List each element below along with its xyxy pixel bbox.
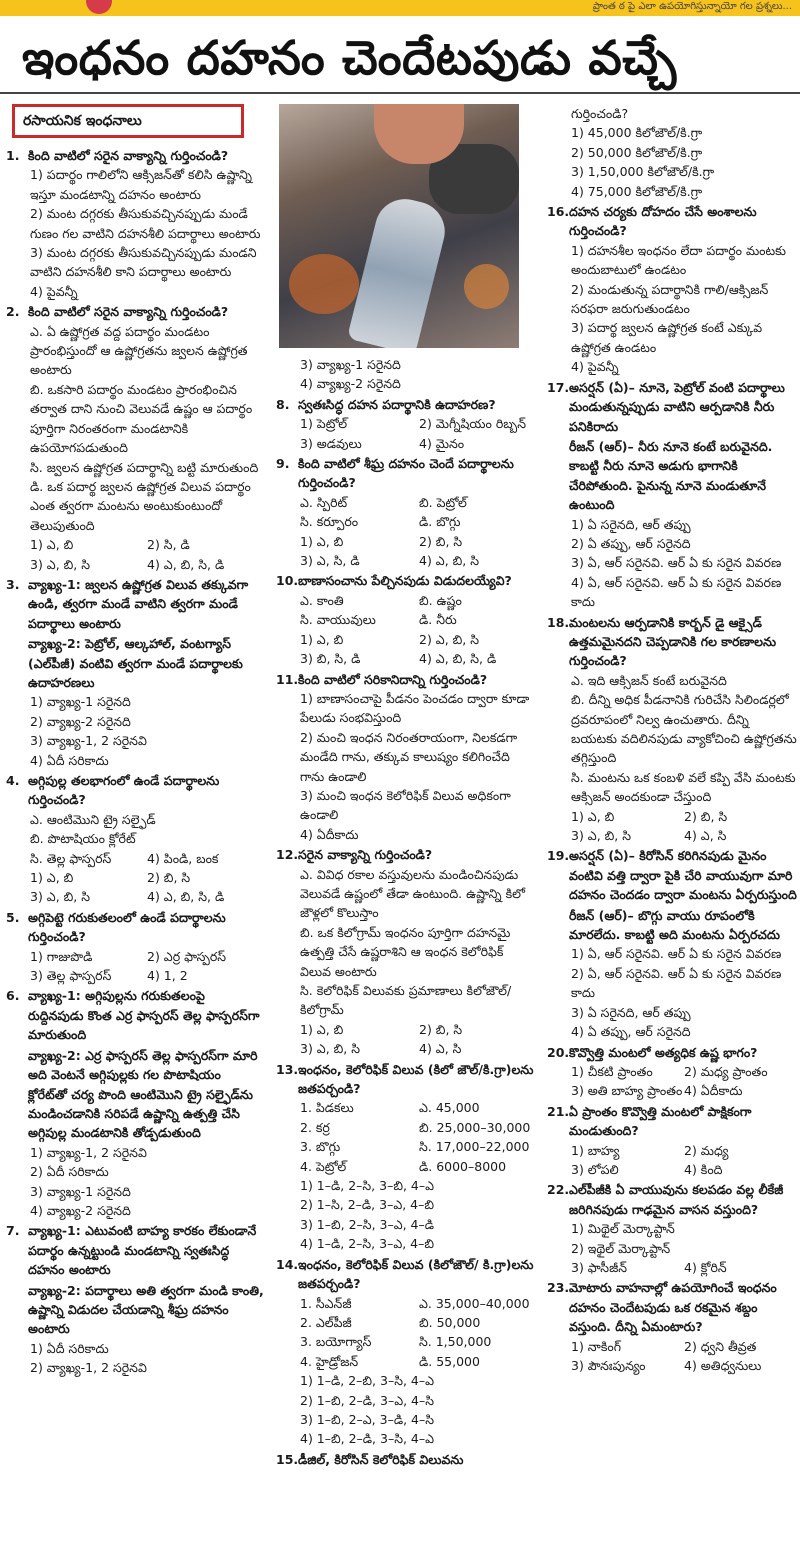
- option-text: 4) పైవన్నీ: [30, 283, 78, 299]
- option-text: 1) ఏ సరైనది, ఆర్ తప్పు: [571, 516, 691, 532]
- option-text: 1. సీఎన్‌జీ: [300, 1295, 352, 1311]
- option-row: [276, 512, 538, 531]
- option-row: [547, 1141, 797, 1160]
- option-text: సి. మంటను ఒక కంబళి వలే కప్పి వేసి మంటకు ఆక్సిజన్ అందకుండా చేస్తుంది: [571, 769, 796, 805]
- question-text: వ్యాఖ్య-1: అగ్గిపుల్లను గరుకుతలంపై రుద్దినపుడు కొంత ఎర్ర ఫాస్పరస్ తెల్ల ఫాస్పరస్‌గా మారుతుంది: [28, 988, 260, 1043]
- option-text: 1) దహనశీల ఇంధనం లేదా పదార్థం మంటకు అందుబాటులో ఉండటం: [571, 242, 787, 278]
- option-text: 2) ఏ, ఆర్ సరైనవి. ఆర్ ఏ కు సరైన వివరణ కాదు: [571, 965, 782, 1001]
- question-item: [547, 1102, 797, 1141]
- option-text: సి. తెల్ల ఫాస్పరస్: [30, 850, 112, 866]
- option-text: 2) వ్యాఖ్య-1, 2 సరైనవి: [30, 1360, 147, 1376]
- top-banner: [0, 0, 800, 16]
- option-text: 1) గాజుపొడి: [30, 948, 93, 964]
- option-text: 4) 75,000 కిలోజౌల్/కి.గ్రా: [571, 183, 703, 199]
- option-text: 3) తెల్ల ఫాస్పరస్: [30, 968, 112, 984]
- option-text: 2) సి, డి: [147, 537, 190, 553]
- option-row: [6, 849, 264, 868]
- option-text: 1) బాహ్య: [571, 1142, 620, 1158]
- question-text: ఎల్‌పీజీకి ఏ వాయువును కలపడం వల్ల లీకేజీ జరిగినపుడు గాఢమైన వాసన వస్తుంది?: [569, 1182, 784, 1217]
- option-text: 1) ఎ, బి: [571, 808, 615, 824]
- option-text: 3) ఎ, బి, సి: [571, 828, 631, 844]
- question-number: 10.: [276, 573, 299, 589]
- option-text: సి. 17,000–22,000: [419, 1139, 530, 1155]
- option-text: 3) ఎ, బి, సి: [30, 556, 90, 572]
- option-text: బి. ఒక కిలోగ్రామ్ ఇంధనం పూర్తిగా దహనమై ఉత్పత్తి చేసే ఉష్ణరాశిని ఆ ఇంధన కెలోరిఫిక్ విలువ అంటారు: [300, 924, 511, 979]
- question-item: [276, 1060, 538, 1099]
- question-item: [6, 634, 264, 692]
- option-text: బి. 25,000–30,000: [419, 1119, 531, 1135]
- option-text: 3) ఫాసీజీన్: [571, 1259, 627, 1275]
- option-text: ఎ. కాంతి: [300, 592, 344, 608]
- option-row: [547, 1356, 797, 1375]
- option-text: బి. దీన్ని అధిక పీడనానికి గురిచేసి సిలిండర్లలో ద్రవరూపంలో నిల్వ ఉంచుతారు. దీన్ని బయటకు వదిలినపుడు వ్యాకోచించి ఉష్ణోగ్రతను తగ్గిస్తుంది: [571, 692, 797, 766]
- option-text: 1) ఏ, ఆర్ సరైనవి. ఆర్ ఏ కు సరైన వివరణ: [571, 946, 782, 962]
- question-item: [6, 1221, 264, 1279]
- flame-shape: [289, 254, 359, 314]
- option-text: బి. 50,000: [419, 1314, 481, 1330]
- option-text: 2) మధ్య ప్రాంతం: [684, 1063, 768, 1079]
- option-text: 3) మంట దగ్గరకు తీసుకువచ్చినప్పుడు మండని వాటిని దహనశీలి కాని పదార్థాలు అంటారు: [30, 245, 257, 280]
- question-text: కింది వాటిలో సరైన వాక్యాన్ని గుర్తించండి?: [28, 148, 229, 163]
- question-number: 14.: [276, 1256, 299, 1272]
- option-row: [276, 1020, 538, 1039]
- option-text: 1) ఎ, బి: [300, 533, 344, 549]
- option-text: 1) వ్యాఖ్య-1, 2 సరైనవి: [30, 1144, 147, 1160]
- option-text: బి. పెట్రోల్: [419, 494, 467, 510]
- question-item: [547, 846, 797, 904]
- question-number: 3.: [6, 576, 20, 592]
- question-item: [547, 378, 797, 436]
- question-item: [6, 771, 264, 810]
- option-text: 2. ఎల్‌పీజీ: [300, 1314, 352, 1330]
- question-item: [276, 670, 538, 689]
- option-text: ఎ. 45,000: [419, 1100, 480, 1116]
- section-title: రసాయనిక ఇంధనాలు: [12, 104, 244, 138]
- option-text: ఎ. వివిధ రకాల వస్తువులను మండించినపుడు వెలువడే ఉష్ణంలో తేడా ఉంటుంది. ఉష్ణాన్ని కిలో జౌళ్లలో కొలుస్తాం: [300, 866, 525, 921]
- option-text: 2) ఏదీ సరికాదు: [30, 1164, 109, 1180]
- option-text: 4) 1, 2: [147, 968, 188, 984]
- option-text: 1. పిడకలు: [300, 1100, 354, 1116]
- newspaper-logo-icon: [86, 0, 112, 14]
- option-text: సి. వాయువులు: [300, 612, 376, 628]
- option-text: 4. పెట్రోల్: [300, 1158, 347, 1174]
- option-text: 2) ఎర్ర ఫాస్పరస్: [147, 948, 227, 964]
- option-text: ఎ. ఆంటిమొని ట్రై సల్ఫైడ్: [30, 811, 156, 827]
- option-text: బి. ఉష్ణం: [419, 592, 462, 608]
- question-text: రీజన్ (ఆర్)– నీరు నూనె కంటే బరువైనది. కాబట్టి నీరు నూనె అడుగు భాగానికి చేరిపోతుంది. పైనున్న నూనె మండుతూనే ఉంటుంది: [569, 438, 773, 513]
- question-text: రీజన్ (ఆర్)– బొగ్గు వాయు రూపంలోకి మారలేదు. కాబట్టి అది మంటను ఏర్పరచదు: [569, 907, 781, 943]
- question-number: 17.: [547, 379, 570, 395]
- option-text: 3) 1–బి, 2–సి, 3–ఎ, 4–డి: [300, 1216, 435, 1232]
- option-text: 3) ఏ, ఆర్ సరైనవి. ఆర్ ఏ కు సరైన వివరణ: [571, 555, 782, 571]
- option-row: [276, 414, 538, 433]
- question-number: 22.: [547, 1182, 570, 1198]
- option-text: 3) ఎ, సి, డి: [300, 553, 360, 569]
- option-text: 2) మంచి ఇంధన నిరంతరాయంగా, నిలకడగా మండేది గాను, తక్కువ కాలుష్యం కలిగించేది గాను ఉండాలి: [300, 729, 518, 784]
- question-item: [6, 575, 264, 633]
- option-text: 4) 1–బి, 2–డి, 3–సి, 4–ఎ: [300, 1431, 435, 1447]
- option-text: 2) బి, సి: [419, 1021, 463, 1037]
- option-text: సి. కెలోరిఫిక్ విలువకు ప్రమాణాలు కిలోజౌల్/కిలోగ్రామ్: [300, 983, 512, 1018]
- option-text: 2) మండుతున్న పదార్థానికి గాలి/ఆక్సిజన్ సరఫరా జరుగుతుండటం: [571, 281, 769, 317]
- option-text: 3) వ్యాఖ్య-1, 2 సరైనవి: [30, 733, 147, 749]
- option-text: 1) 1–డి, 2–సి, 3–బి, 4–ఎ: [300, 1178, 435, 1194]
- option-text: 4) ఏదీకాదు: [300, 826, 359, 842]
- option-text: బి. ఒకసారి పదార్థం మండటం ప్రారంభించిన తర్వాత దాని నుంచి వెలువడే ఉష్ణం ఆ పదార్థం పూర్తిగా నిరంతరంగా మండటానికి ఉపయోగపడుతుంది: [30, 381, 253, 456]
- question-item: [6, 1281, 264, 1339]
- option-row: [547, 826, 797, 845]
- question-text: కొవ్వొత్తి మంటలో అత్యధిక ఉష్ణ భాగం?: [569, 1044, 758, 1060]
- column-left: [6, 104, 264, 1378]
- option-text: 4) ఏ తప్పు, ఆర్ సరైనది: [571, 1024, 691, 1040]
- option-row: [547, 807, 797, 826]
- option-row: [276, 1157, 538, 1176]
- option-text: 4) ఏదీకాదు: [684, 1083, 743, 1099]
- column-middle: [276, 355, 538, 1469]
- option-text: 1) ఎ, బి: [30, 870, 74, 886]
- option-text: 2) ఇథైల్ మెర్కాప్టాన్: [571, 1240, 671, 1256]
- option-text: ఎ. ఇది ఆక్సిజన్ కంటే బరువైనది: [571, 672, 727, 688]
- option-text: 3) అడవులు: [300, 435, 362, 451]
- fuel-photo: [279, 104, 519, 348]
- option-text: 3) వ్యాఖ్య-1 సరైనది: [30, 1183, 131, 1199]
- question-item: [547, 613, 797, 671]
- flame-shape: [464, 264, 509, 309]
- question-number: 21.: [547, 1103, 570, 1119]
- question-text: కింది వాటిలో సరికానిదాన్ని గుర్తించండి?: [298, 671, 488, 687]
- option-row: [547, 1337, 797, 1356]
- column-right: [547, 104, 797, 1375]
- question-number: 1.: [6, 148, 20, 163]
- question-list-middle: [276, 355, 538, 1469]
- option-text: ఎ. 35,000–40,000: [419, 1295, 530, 1311]
- option-text: 3) బి, సి, డి: [300, 651, 361, 667]
- question-item: [276, 395, 538, 414]
- option-text: 4) ఏదీ సరికాదు: [30, 752, 109, 768]
- headline-divider: [0, 92, 800, 94]
- option-text: డి. 55,000: [419, 1353, 480, 1369]
- option-text: 1) చీకటి ప్రాంతం: [571, 1063, 653, 1079]
- option-text: 1) ఏదీ సరికాదు: [30, 1340, 109, 1356]
- question-number: [6, 1046, 28, 1143]
- question-number: [6, 1281, 28, 1339]
- option-text: 1) 1–డి, 2–బి, 3–సి, 4–ఎ: [300, 1373, 435, 1389]
- question-item: [276, 845, 538, 864]
- question-text: కింది వాటిలో శీఘ్ర దహనం చెందే పదార్థాలను గుర్తించండి?: [298, 456, 514, 491]
- question-item: [547, 1180, 797, 1219]
- question-number: 11.: [276, 671, 299, 687]
- option-text: 2. కర్ర: [300, 1119, 330, 1135]
- question-number: 8.: [276, 396, 290, 412]
- option-row: [6, 966, 264, 985]
- option-text: 4) కింది: [684, 1161, 723, 1177]
- question-item: [547, 1278, 797, 1336]
- question-item: [276, 1255, 538, 1294]
- question-text: బాణాసంచాను పేల్చినపుడు విడుదలయ్యేవి?: [298, 573, 512, 589]
- option-row: [276, 591, 538, 610]
- option-text: డి. 6000–8000: [419, 1158, 507, 1174]
- option-text: 3. బొగ్గు: [300, 1139, 341, 1155]
- option-text: 2) బి, సి: [684, 808, 728, 824]
- question-text: మోటారు వాహనాల్లో ఉపయోగించే ఇంధనం దహనం చెందేటపుడు ఒక రకమైన శబ్దం వస్తుంది. దీన్ని ఏమంటారు?: [569, 1280, 777, 1335]
- option-text: 3) ఎ, బి, సి: [30, 889, 90, 905]
- option-text: ఎ. స్పిరిట్: [300, 494, 348, 510]
- question-text: దహన చర్యకు దోహదం చేసే అంశాలను గుర్తించండి?: [569, 204, 757, 239]
- option-text: 2) ఏ తప్పు, ఆర్ సరైనది: [571, 535, 691, 551]
- option-row: [276, 1313, 538, 1332]
- question-text: మంటలను ఆర్పడానికి కార్బన్ డై ఆక్సైడ్ ఉత్తమమైనదని చెప్పడానికి గల కారణాలను గుర్తించండి?: [569, 614, 777, 669]
- option-text: 4) వ్యాఖ్య-2 సరైనది: [300, 376, 401, 392]
- option-row: [276, 493, 538, 512]
- question-text: కింది వాటిలో సరైన వాక్యాన్ని గుర్తించండి?: [28, 304, 229, 320]
- question-item: [6, 146, 264, 165]
- question-number: 23.: [547, 1280, 570, 1296]
- question-number: 15.: [276, 1451, 299, 1467]
- question-item: [276, 1450, 538, 1469]
- question-number: 4.: [6, 773, 20, 788]
- option-text: 3) అతి బాహ్య ప్రాంతం: [571, 1083, 683, 1099]
- option-row: [276, 1039, 538, 1058]
- option-row: [276, 649, 538, 668]
- question-text: స్వతఃసిద్ధ దహన పదార్థానికి ఉదాహరణ?: [298, 396, 496, 412]
- question-text: వ్యాఖ్య-1: ఎటువంటి బాహ్య కారకం లేకుండానే పదార్థం ఉన్నట్టుండి మండటాన్ని స్వతఃసిద్ధ దహనం అంటారు: [28, 1223, 257, 1278]
- option-row: [276, 532, 538, 551]
- question-number: 6.: [6, 988, 20, 1004]
- option-text: 3. బయోగ్యాస్: [300, 1334, 372, 1350]
- question-item: [547, 906, 797, 945]
- question-text: వ్యాఖ్య-2: పెట్రోల్, ఆల్కహాల్, వంటగ్యాస్ (ఎల్‌పీజీ) వంటివి త్వరగా మండే పదార్థాలకు ఉదాహరణలు: [28, 636, 243, 690]
- option-text: 3) వ్యాఖ్య-1 సరైనది: [300, 357, 401, 372]
- option-row: [547, 1160, 797, 1179]
- option-row: [276, 630, 538, 649]
- option-text: 4) వ్యాఖ్య-2 సరైనది: [30, 1202, 131, 1218]
- question-number: 2.: [6, 304, 20, 320]
- option-row: [276, 1294, 538, 1313]
- option-row: [276, 1137, 538, 1156]
- question-text: డీజిల్, కిరోసిన్ కెలోరిఫిక్ విలువను: [298, 1451, 464, 1467]
- question-text: వ్యాఖ్య-2: పదార్థాలు అతి త్వరగా మండి కాంతి, ఉష్ణాన్ని విడుదల చేయడాన్ని శీఘ్ర దహనం అంటారు: [28, 1282, 264, 1337]
- option-row: [547, 1258, 797, 1277]
- option-text: 3) ఏ సరైనది, ఆర్ తప్పు: [571, 1004, 691, 1020]
- question-item: [276, 571, 538, 590]
- question-item: [276, 454, 538, 493]
- question-text: వ్యాఖ్య-1: జ్వలన ఉష్ణోగ్రత విలువ తక్కువగా ఉండి, త్వరగా మండే వాటిని త్వరగా మండే పదార్థాలు అంటారు: [28, 576, 249, 631]
- option-text: 4) ఏ, ఆర్ సరైనవి. ఆర్ ఏ కు సరైన వివరణ కాదు: [571, 574, 782, 610]
- option-text: 1) ఎ, బి: [300, 631, 344, 647]
- question-number: [547, 906, 569, 945]
- option-text: గుర్తించండి?: [571, 106, 629, 121]
- option-text: 1) మిథైల్ మెర్కాప్టాన్: [571, 1221, 675, 1237]
- option-text: సి. జ్వలన ఉష్ణోగ్రత పదార్థాన్ని బట్టి మారుతుంది: [30, 459, 259, 475]
- option-text: 2) ధ్వని తీవ్రత: [684, 1338, 757, 1354]
- option-text: 2) మెగ్నీషియం రిబ్బన్: [419, 416, 527, 432]
- option-text: 4) 1–డి, 2–సి, 3–ఎ, 4–బి: [300, 1236, 435, 1252]
- option-text: 2) బి, సి: [419, 533, 463, 549]
- option-row: [276, 434, 538, 453]
- question-text: ఇంధనం, కెలోరిఫిక్ విలువ (కిలోజౌల్/ కి.గ్రా)లను జతపర్చండి?: [298, 1256, 534, 1292]
- option-text: 2) ఎ, బి, సి: [419, 631, 479, 647]
- option-text: 2) 1–బి, 2–డి, 3–ఎ, 4–సి: [300, 1392, 435, 1408]
- option-row: [6, 535, 264, 554]
- option-text: ఎ. ఏ ఉష్ణోగ్రత వద్ద పదార్థం మండటం ప్రారంభిస్తుందో ఆ ఉష్ణోగ్రతను జ్వలన ఉష్ణోగ్రత అంటారు: [30, 323, 248, 378]
- option-text: 4) పిండి, బంక: [147, 850, 219, 866]
- option-text: 4) క్లోరిన్: [684, 1259, 727, 1275]
- question-number: 18.: [547, 614, 570, 630]
- option-text: 2) బి, సి: [147, 870, 191, 886]
- top-strip-text: ప్రాంత ఠ పై ఎలా ఉపయోగిస్తున్నాయో గల ప్రశ్నలు...: [592, 1, 792, 12]
- option-text: డి. బొగ్గు: [419, 514, 461, 530]
- question-list-right: [547, 104, 797, 1375]
- option-text: 3) మంచి ఇంధన కెలోరిఫిక్ విలువ అధికంగా ఉండాలి: [300, 787, 511, 823]
- question-number: 20.: [547, 1044, 570, 1060]
- option-row: [547, 1081, 797, 1100]
- option-text: 1) బాణాసంచాపై పీడనం పెంచడం ద్వారా కూడా పేలుడు సంభవిస్తుంది: [300, 690, 530, 726]
- question-text: అసర్షన్ (ఏ)– కిరోసిన్ కరిగినపుడు మైనం వంటివి వత్తి ద్వారా పైకి చేరి వాయువుగా మారి దహనం చెందడం ద్వారా మంటను ఏర్పరుస్తుంది: [569, 848, 797, 903]
- option-row: [276, 1352, 538, 1371]
- liquid-stream-shape: [347, 193, 451, 348]
- option-text: 4) ఎ, బి, సి, డి: [419, 651, 497, 667]
- question-item: [547, 437, 797, 515]
- question-text: సరైన వాక్యాన్ని గుర్తించండి?: [298, 847, 433, 863]
- option-text: 2) 50,000 కిలోజౌల్/కి.గ్రా: [571, 144, 703, 160]
- question-item: [6, 302, 264, 321]
- question-text: అసర్షన్ (ఏ)– నూనె, పెట్రోల్ వంటి పదార్థాలు మండుతున్నప్పుడు వాటిని ఆర్పడానికి నీరు పనికిరాదు: [569, 379, 785, 434]
- question-text: ఏ ప్రాంతం కొవ్వొత్తి మంటలో పాక్షికంగా మండుతుంది?: [569, 1103, 752, 1139]
- option-text: 4) పైవన్నీ: [571, 359, 619, 375]
- option-text: బి. పొటాషియం క్లోరేట్: [30, 831, 136, 847]
- option-text: 3) లోపలి: [571, 1161, 619, 1177]
- option-text: 3) పౌనఃపున్యం: [571, 1358, 646, 1373]
- option-text: 1) నాకింగ్: [571, 1338, 622, 1354]
- question-text: అగ్గిపుల్ల తలభాగంలో ఉండే పదార్థాలను గుర్తించండి?: [28, 773, 220, 808]
- option-text: 2) మంట దగ్గరకు తీసుకువచ్చినప్పుడు మండే గుణం గల వాటిని దహనశీలి పదార్థాలు అంటారు: [30, 206, 261, 241]
- option-row: [276, 1332, 538, 1351]
- headline-banner: [0, 22, 800, 96]
- option-text: 3) పదార్థ జ్వలన ఉష్ణోగ్రత కంటే ఎక్కువ ఉష్ణోగ్రత ఉండటం: [571, 320, 763, 355]
- option-row: [6, 947, 264, 966]
- option-text: 3) 1–బి, 2–ఎ, 3–డి, 4–సి: [300, 1411, 435, 1427]
- option-text: సి. కర్పూరం: [300, 514, 359, 530]
- question-item: [547, 202, 797, 241]
- option-text: 1) ఎ, బి: [30, 537, 74, 553]
- question-item: [6, 1046, 264, 1143]
- option-row: [276, 610, 538, 629]
- question-number: 7.: [6, 1223, 20, 1239]
- option-text: 1) పెట్రోల్: [300, 416, 348, 432]
- option-row: [276, 551, 538, 570]
- option-row: [6, 555, 264, 574]
- question-item: [6, 986, 264, 1044]
- page-title: ఇంధనం దహనం చెందేటపుడు వచ్చే: [22, 31, 677, 86]
- option-text: 1) 45,000 కిలోజౌల్/కి.గ్రా: [571, 125, 703, 141]
- question-number: [547, 437, 569, 515]
- option-text: 1) ఎ, బి: [300, 1021, 344, 1037]
- question-text: వ్యాఖ్య-2: ఎర్ర ఫాస్పరస్ తెల్ల ఫాస్పరస్‌గా మారి అది వెంటనే అగ్గిపుల్లకు గల పొటాషియం క్లోరేట్‌తో చర్య పొంది ఆంటిమొని ట్రై సల్ఫైడ్‌ను మండించడానికి సరిపడే ఉష్ణాన్ని ఉత్పత్తి చేసి అగ్గిపుల్ల మండటానికి తోడ్పడుతుంది: [28, 1047, 258, 1141]
- option-text: 3) 1,50,000 కిలోజౌల్/కి.గ్రా: [571, 164, 715, 180]
- option-text: డి. నీరు: [419, 612, 457, 628]
- option-text: 4) ఎ, బి, సి, డి: [147, 556, 225, 572]
- question-item: [6, 908, 264, 947]
- option-text: 4) ఎ, సి: [684, 828, 727, 844]
- option-text: డి. ఒక పదార్థ జ్వలన ఉష్ణోగ్రత విలువ పదార్థం ఎంత త్వరగా మంటను అంటుకుంటుందో తెలుపుతుంది: [30, 478, 251, 533]
- question-number: 16.: [547, 204, 570, 220]
- option-text: 3) ఎ, బి, సి: [300, 1041, 360, 1057]
- option-text: 1) వ్యాఖ్య-1 సరైనది: [30, 694, 131, 710]
- question-list-left: [6, 146, 264, 1378]
- question-number: 19.: [547, 848, 570, 864]
- option-row: [276, 1118, 538, 1137]
- option-row: [276, 1098, 538, 1117]
- option-text: 4) అతిధ్వనులు: [684, 1358, 762, 1373]
- question-number: [6, 634, 28, 692]
- question-text: ఇంధనం, కెలోరిఫిక్ విలువ (కిలో జౌల్/కి.గ్రా)లను జతపర్చండి?: [298, 1061, 534, 1097]
- option-text: 2) వ్యాఖ్య-2 సరైనది: [30, 713, 131, 729]
- option-text: 4) ఎ, సి: [419, 1041, 462, 1057]
- option-text: సి. 1,50,000: [419, 1334, 492, 1350]
- option-text: 4) ఎ, బి, సి, డి: [147, 889, 225, 905]
- question-number: 12.: [276, 847, 299, 863]
- option-text: 4) ఎ, బి, సి: [419, 553, 479, 569]
- question-item: [547, 1043, 797, 1062]
- option-text: 4) మైనం: [419, 435, 465, 451]
- option-text: 1) పదార్థం గాలిలోని ఆక్సిజన్‌తో కలిసి ఉష్ణాన్ని ఇస్తూ మండటాన్ని దహనం అంటారు: [30, 167, 252, 202]
- question-number: 13.: [276, 1061, 299, 1077]
- question-text: అగ్గిపెట్టె గరుకుతలంలో ఉండే పదార్థాలను గుర్తించండి?: [28, 909, 226, 945]
- option-row: [6, 887, 264, 906]
- option-text: 2) మధ్య: [684, 1142, 729, 1158]
- option-row: [6, 868, 264, 887]
- question-number: 9.: [276, 456, 290, 472]
- option-text: 4. హైడ్రోజన్: [300, 1353, 359, 1369]
- option-row: [547, 1062, 797, 1081]
- question-number: 5.: [6, 909, 20, 925]
- option-text: 2) 1–సి, 2–డి, 3–ఎ, 4–బి: [300, 1197, 435, 1213]
